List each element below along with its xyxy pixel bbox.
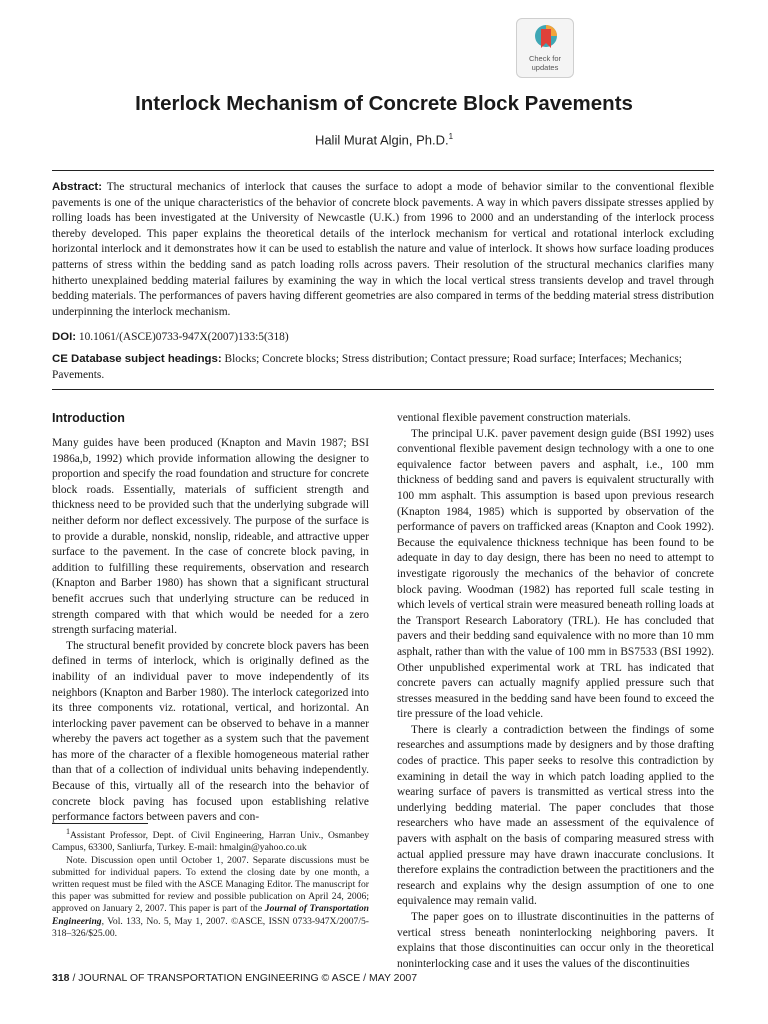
note-text-1: Note. Discussion open until October 1, 2007. Separate discussions must be submitted for individual papers. To extend the closing date by one month, a written request must be filed with the ASCE Managing Editor. The manuscript for this paper was submitted for review and possible publication on April 24, 2006; approved on January 2, 2007. This paper is part of the xyxy=(52,854,369,915)
discussion-note xyxy=(52,855,369,940)
paragraph: The structural benefit provided by concrete block pavers has been defined in terms of interlock, which is originally defined as the inability of an individual paver to move independently of its neighbors (Knapton and Barber 1980). The interlock categorized into its three components viz. rotational, vertical, and horizontal. An interlocking paver pavement can be observed to behave in a manner whereby the pavers act together as a system such that the pavement has more of the character of a flexible homogeneous material rather than that of a collection of individual units behaving independently. Because of this, virtually all of the research into the behavior of concrete block paving has focused upon establishing relative performance factors between pavers and con- xyxy=(52,639,369,824)
footnote-rule xyxy=(52,823,148,824)
paragraph: The principal U.K. paver pavement design guide (BSI 1992) uses conventional flexible pavement design technology with a one to one equivalence factor between pavers and asphalt, i.e., 100 mm thickness of bedding sand and pavers is equivalent structurally with 100 mm asphalt. This assumption is based upon previous research (Knapton 1984, 1985) which is supported by observation of the performance of pavers on trafficked areas (Knapton and Cook 1992). Because the equivalence thickness technique has been found to be adequate in day to day design, there has been no need to attempt to investigate rigorously the mechanics of the behavior of concrete block paving. Woodman (1982) has reported full scale testing in which levels of vertical strain were measured beneath rolling loads at the Transport Research Laboratory (TRL). He has concluded that pavers and their bedding sand equivalence with no more than 10 mm asphalt, rather than with the value of 100 mm in BS7533 (BSI 1992). Other unpublished experimental work at TRL has indicated that concrete pavers can actually magnify applied pressure such that stresses measured in the bedding sand have been found to exceed the tire pressure of the load vehicle. xyxy=(397,427,714,721)
bottom-rule xyxy=(52,389,714,390)
subject-headings-label: CE Database subject headings: xyxy=(52,353,222,365)
page-footer xyxy=(52,972,417,984)
badge-line-1: Check for xyxy=(528,54,562,63)
subject-headings xyxy=(52,351,714,383)
badge-line-2: updates xyxy=(531,62,559,72)
bookmark-ring-icon xyxy=(534,24,558,52)
note-text-2: , Vol. 133, No. 5, May 1, 2007. ©ASCE, ISSN 0733-947X/2007/5-318–326/$25.00. xyxy=(52,915,369,939)
doi-label: DOI: xyxy=(52,331,77,343)
author-name: Halil Murat Algin, Ph.D. xyxy=(314,132,449,148)
paper-title: Interlock Mechanism of Concrete Block Pavements xyxy=(135,92,633,115)
doi-line xyxy=(52,330,714,345)
footer-text: / JOURNAL OF TRANSPORTATION ENGINEERING © ASCE / MAY 2007 xyxy=(69,972,418,984)
left-column xyxy=(52,411,369,826)
author-footnote-marker: 1 xyxy=(448,132,454,141)
page-number: 318 xyxy=(52,972,70,984)
introduction-heading: Introduction xyxy=(52,411,125,425)
right-column xyxy=(397,411,714,972)
affiliation-text: Assistant Professor, Dept. of Civil Engineering, Harran Univ., Osmanbey Campus, 63300, Sanliurfa, Turkey. E-mail: hmalgin@yahoo.co.uk xyxy=(52,830,369,854)
paragraph: ventional flexible pavement construction materials. xyxy=(397,412,631,424)
abstract-label: Abstract: xyxy=(52,181,103,193)
affiliation-marker: 1 xyxy=(66,827,70,836)
paragraph: The paper goes on to illustrate discontinuities in the patterns of vertical stress beneath noninterlocking neighboring pavers. It explains that those discontinuities can occur only in the theoretical noninterlocking case and it uses the values of the discontinuities xyxy=(397,911,714,970)
check-for-updates-badge[interactable] xyxy=(516,18,574,78)
subject-headings-value: Blocks; Concrete blocks; Stress distribution; Contact pressure; Road surface; Interfaces; Mechanics; Pavements. xyxy=(52,353,682,381)
top-rule xyxy=(52,170,714,171)
paragraph: Many guides have been produced (Knapton and Mavin 1987; BSI 1986a,b, 1992) which provide information allowing the designer to proportion and specify the road foundation and structure for concrete block roads. Essentially, materials of sufficient strength and thickness need to be provided such that the underlying subgrade will neither deform nor deflect excessively. The purpose of the surface is to provide a durable, nonskid, nonslip, rideable, and attractive upper surface to the pavement. In the case of concrete block paving, in addition to fulfilling these requirements, observation and research (Knapton and Barber 1980) has shown that a significant structural benefit accrues such that underlying structure can be reduced in strength compared with that which would be needed for a zero strength surfacing material. xyxy=(52,437,369,637)
footnotes xyxy=(52,826,369,940)
abstract xyxy=(52,180,714,320)
doi-value[interactable]: 10.1061/(ASCE)0733-947X(2007)133:5(318) xyxy=(78,331,289,343)
author-line xyxy=(40,132,728,147)
affiliation-footnote xyxy=(52,826,369,855)
abstract-text: The structural mechanics of interlock that causes the surface to adopt a mode of behavior similar to the conventional flexible pavements is one of the unique characteristics of the behavior of concrete block pavements. A way in which pavers dissipate stresses applied by rolling loads has been investigated at the University of Newcastle (U.K.) from 1996 to 2000 and an understanding of the interlock process thereby developed. This paper explains the theoretical details of the interlock mechanism for vertical and rotational interlock excluding horizontal interlock and it demonstrates how it can be used to establish the nature and value of interlock. It shows how surface loading produces patterns of stress within the bedding sand as patch loading rolls across pavers. Their resolution of the structural mechanics clarifies many hitherto unexplained bedding material failures by examining the way in which the local vertical stress transients develop and travel through bedding materials. The performances of pavers having different geometries are also compared in terms of the bedding material stress distribution underpinning the interlock mechanism. xyxy=(52,181,714,318)
journal-name: Journal of Transportation Engineering xyxy=(52,903,369,927)
paragraph: There is clearly a contradiction between the findings of some researches and assumptions made by designers and by those drafting codes of practice. This paper seeks to resolve this contradiction by examining in detail the way in which patch loading applied to the wearing surface of pavers is transmitted as vertical stress into the underlying bedding material. The paper concludes that those researchers who have made an assessment of the equivalence of pavers with asphalt on the basis of comparing measured stress with actual applied pressure may have drawn inaccurate conclusions. It therefore explains the contradiction between the practitioners and the research and explains why the design assumption of one to one equivalence may remain valid. xyxy=(397,723,714,908)
